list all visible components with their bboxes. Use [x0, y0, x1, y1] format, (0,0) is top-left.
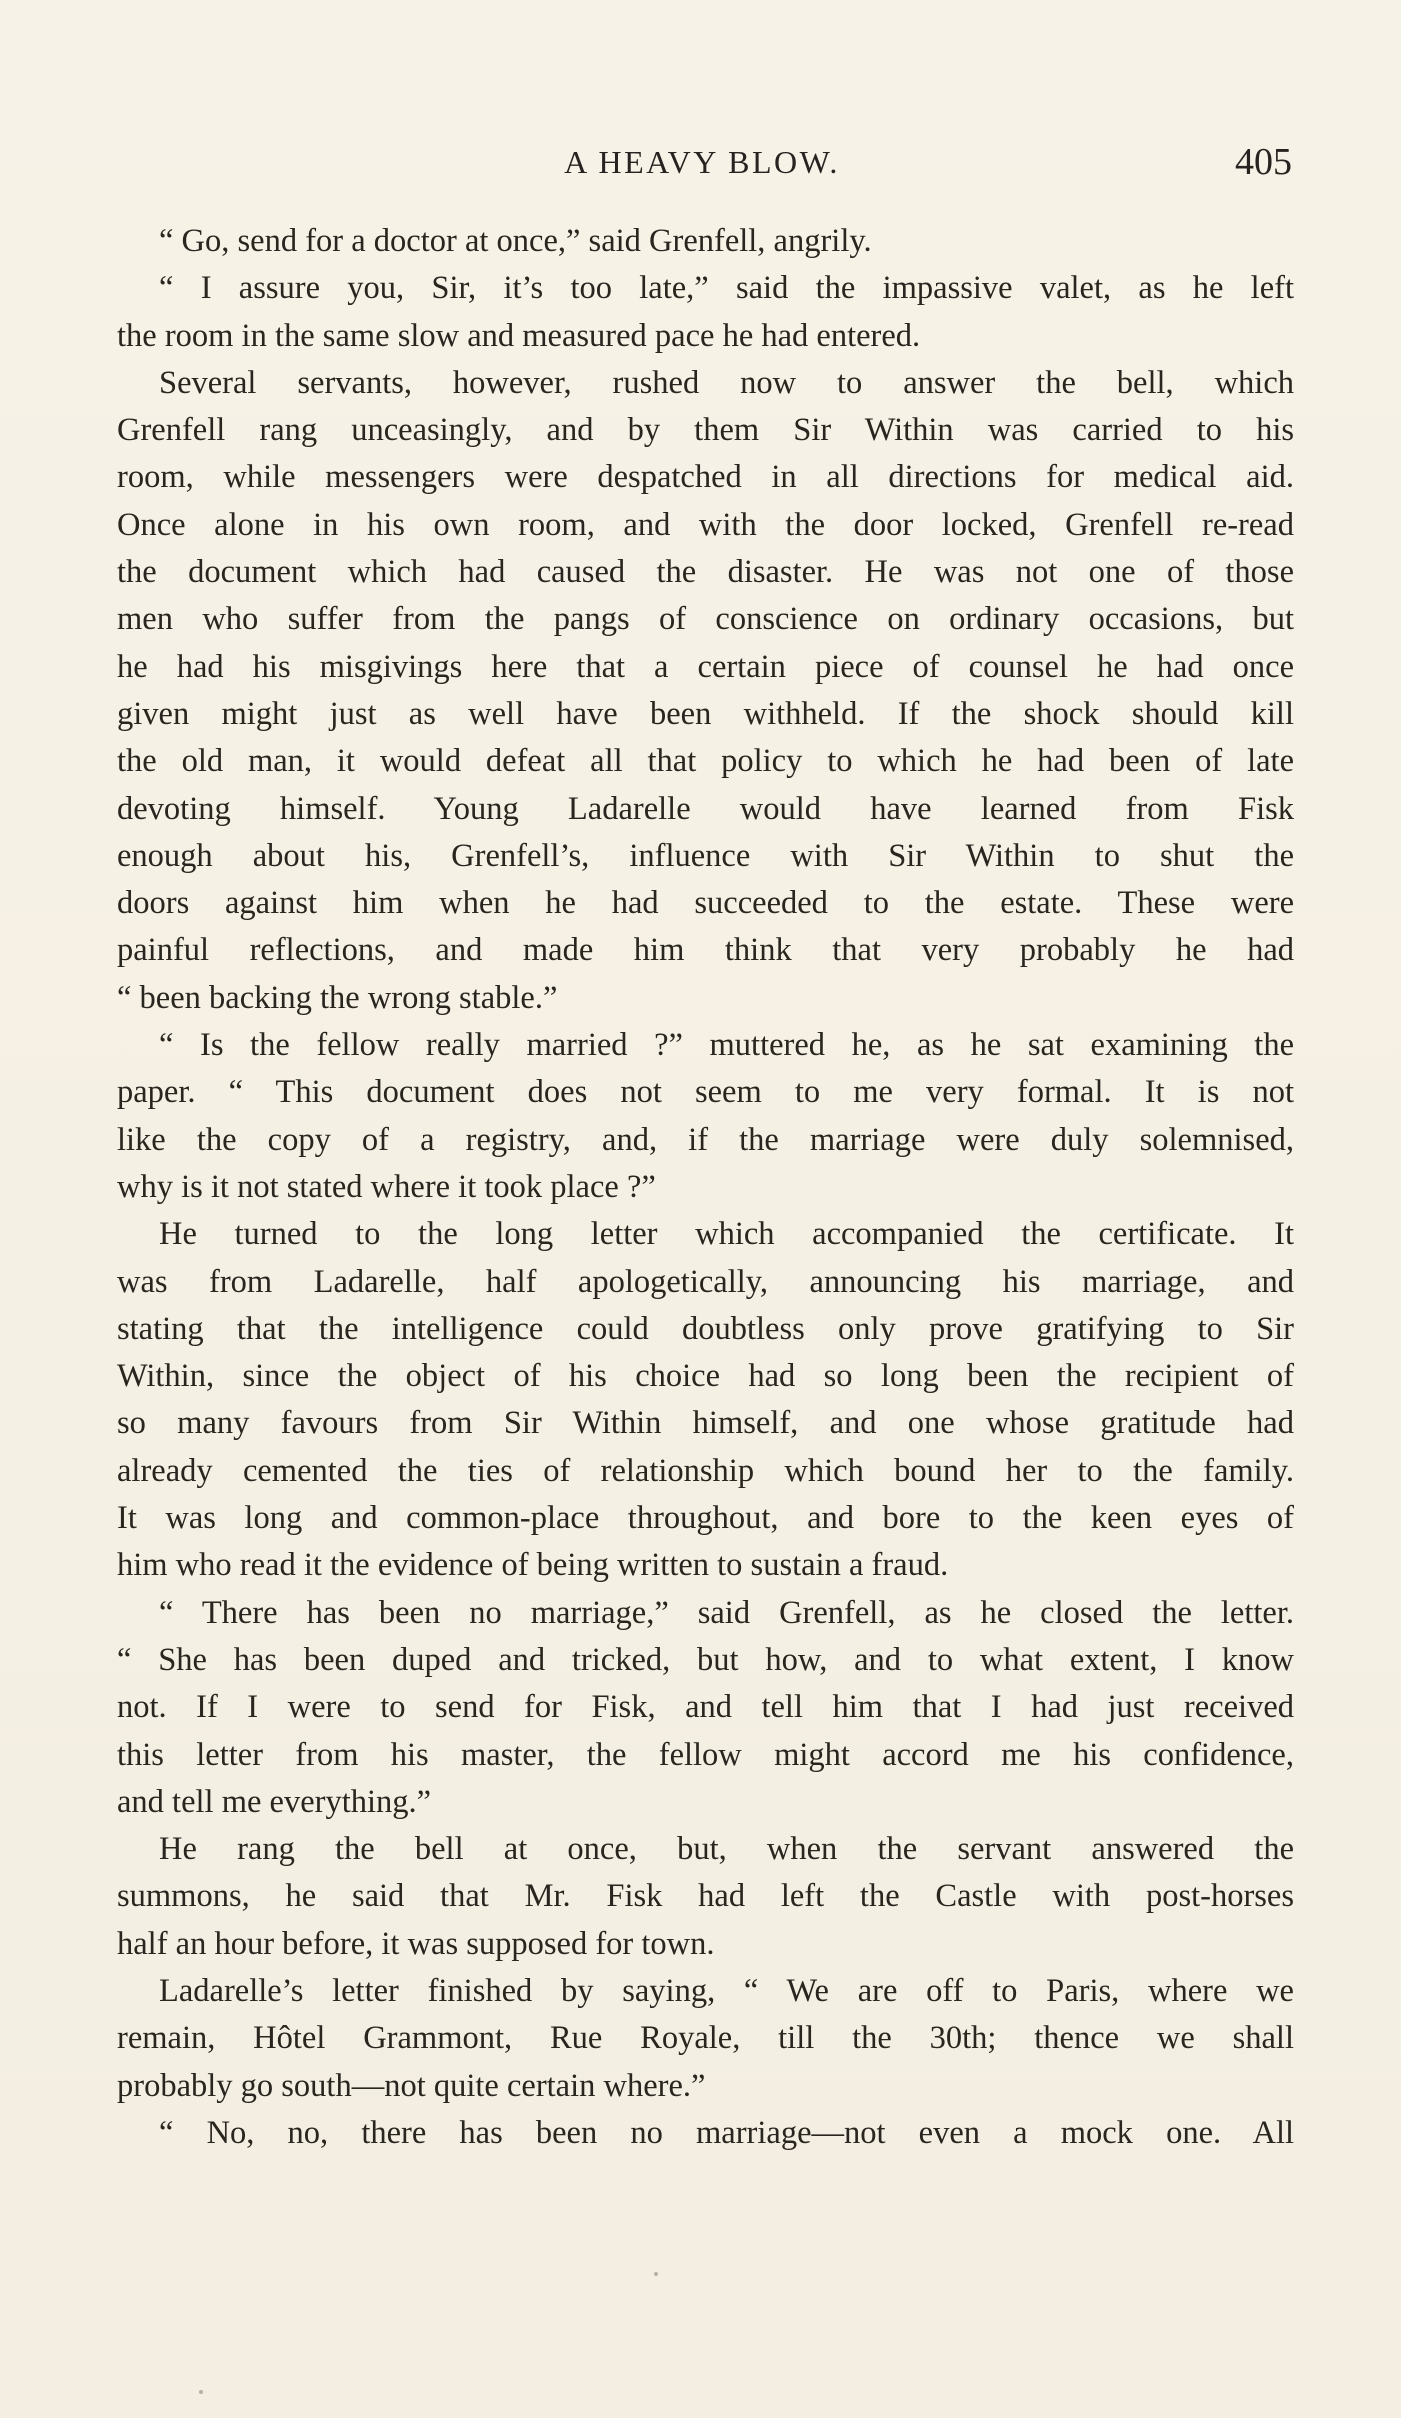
paragraph [117, 1590, 1294, 1826]
text-line: doors against him when he had succeeded to the estate. These were [117, 885, 1294, 922]
text-line: probably go south—not quite certain where.” [117, 2067, 706, 2104]
text-line: Grenfell rang unceasingly, and by them Sir Within was carried to his [117, 412, 1294, 449]
text-line: given might just as well have been withheld. If the shock should kill [117, 695, 1294, 732]
text-line: him who read it the evidence of being written to sustain a fraud. [117, 1547, 949, 1584]
paragraph [117, 1211, 1294, 1589]
text-line: the document which had caused the disaster. He was not one of those [117, 554, 1294, 591]
paragraph [117, 265, 1294, 360]
text-line: paper. “ This document does not seem to me very formal. It is not [117, 1074, 1294, 1111]
text-line: He turned to the long letter which accompanied the certificate. It [159, 1216, 1294, 1253]
text-line: summons, he said that Mr. Fisk had left the Castle with post-horses [117, 1878, 1294, 1915]
text-line: painful reflections, and made him think that very probably he had [117, 932, 1294, 969]
text-line: he had his misgivings here that a certain piece of counsel he had once [117, 648, 1294, 685]
text-line: so many favours from Sir Within himself, and one whose gratitude had [117, 1405, 1294, 1442]
text-line: “ There has been no marriage,” said Grenfell, as he closed the letter. [159, 1594, 1294, 1631]
text-line: not. If I were to send for Fisk, and tell him that I had just received [117, 1689, 1294, 1726]
text-line: “ She has been duped and tricked, but how, and to what extent, I know [117, 1641, 1294, 1678]
text-line: devoting himself. Young Ladarelle would have learned from Fisk [117, 790, 1294, 827]
text-line: the old man, it would defeat all that policy to which he had been of late [117, 743, 1294, 780]
text-line: He rang the bell at once, but, when the servant answered the [159, 1831, 1294, 1868]
text-line: stating that the intelligence could doubtless only prove gratifying to Sir [117, 1310, 1294, 1347]
running-title: A HEAVY BLOW. [564, 144, 840, 180]
page-number: 405 [1235, 141, 1292, 183]
text-line: and tell me everything.” [117, 1783, 432, 1820]
paper-speck [654, 2272, 658, 2276]
text-line: “ been backing the wrong stable.” [117, 979, 558, 1016]
text-line: like the copy of a registry, and, if the marriage were duly solemnised, [117, 1121, 1294, 1158]
text-line: men who suffer from the pangs of conscience on ordinary occasions, but [117, 601, 1294, 638]
text-line: “ Go, send for a doctor at once,” said Grenfell, angrily. [159, 223, 872, 259]
body-text [117, 218, 1294, 2157]
text-line: “ Is the fellow really married ?” muttered he, as he sat examining the [159, 1027, 1294, 1064]
text-line: half an hour before, it was supposed for town. [117, 1925, 715, 1962]
text-line: remain, Hôtel Grammont, Rue Royale, till the 30th; thence we shall [117, 2020, 1294, 2057]
text-line: enough about his, Grenfell’s, influence with Sir Within to shut the [117, 837, 1294, 874]
paragraph [117, 2110, 1294, 2157]
text-line: room, while messengers were despatched in all directions for medical aid. [117, 459, 1294, 496]
text-line: It was long and common-place throughout, and bore to the keen eyes of [117, 1500, 1294, 1537]
paper-speck [199, 2390, 203, 2394]
text-line: “ No, no, there has been no marriage—not even a mock one. All [159, 2114, 1294, 2151]
text-line: why is it not stated where it took place ?” [117, 1168, 656, 1205]
paragraph [117, 1968, 1294, 2110]
text-line: Within, since the object of his choice had so long been the recipient of [117, 1358, 1294, 1395]
text-line: the room in the same slow and measured pace he had entered. [117, 317, 921, 354]
text-line: “ I assure you, Sir, it’s too late,” said the impassive valet, as he left [159, 270, 1294, 307]
paragraph [117, 218, 1294, 265]
text-line: Once alone in his own room, and with the door locked, Grenfell re-read [117, 506, 1294, 543]
text-line: was from Ladarelle, half apologetically, announcing his marriage, and [117, 1263, 1294, 1300]
paragraph [117, 1826, 1294, 1968]
text-line: Several servants, however, rushed now to answer the bell, which [159, 364, 1294, 401]
text-line: this letter from his master, the fellow might accord me his confidence, [117, 1736, 1294, 1773]
text-line: already cemented the ties of relationship which bound her to the family. [117, 1452, 1294, 1489]
running-header [112, 140, 1292, 190]
paragraph [117, 1022, 1294, 1211]
paragraph [117, 360, 1294, 1022]
text-line: Ladarelle’s letter finished by saying, “ We are off to Paris, where we [159, 1972, 1294, 2009]
